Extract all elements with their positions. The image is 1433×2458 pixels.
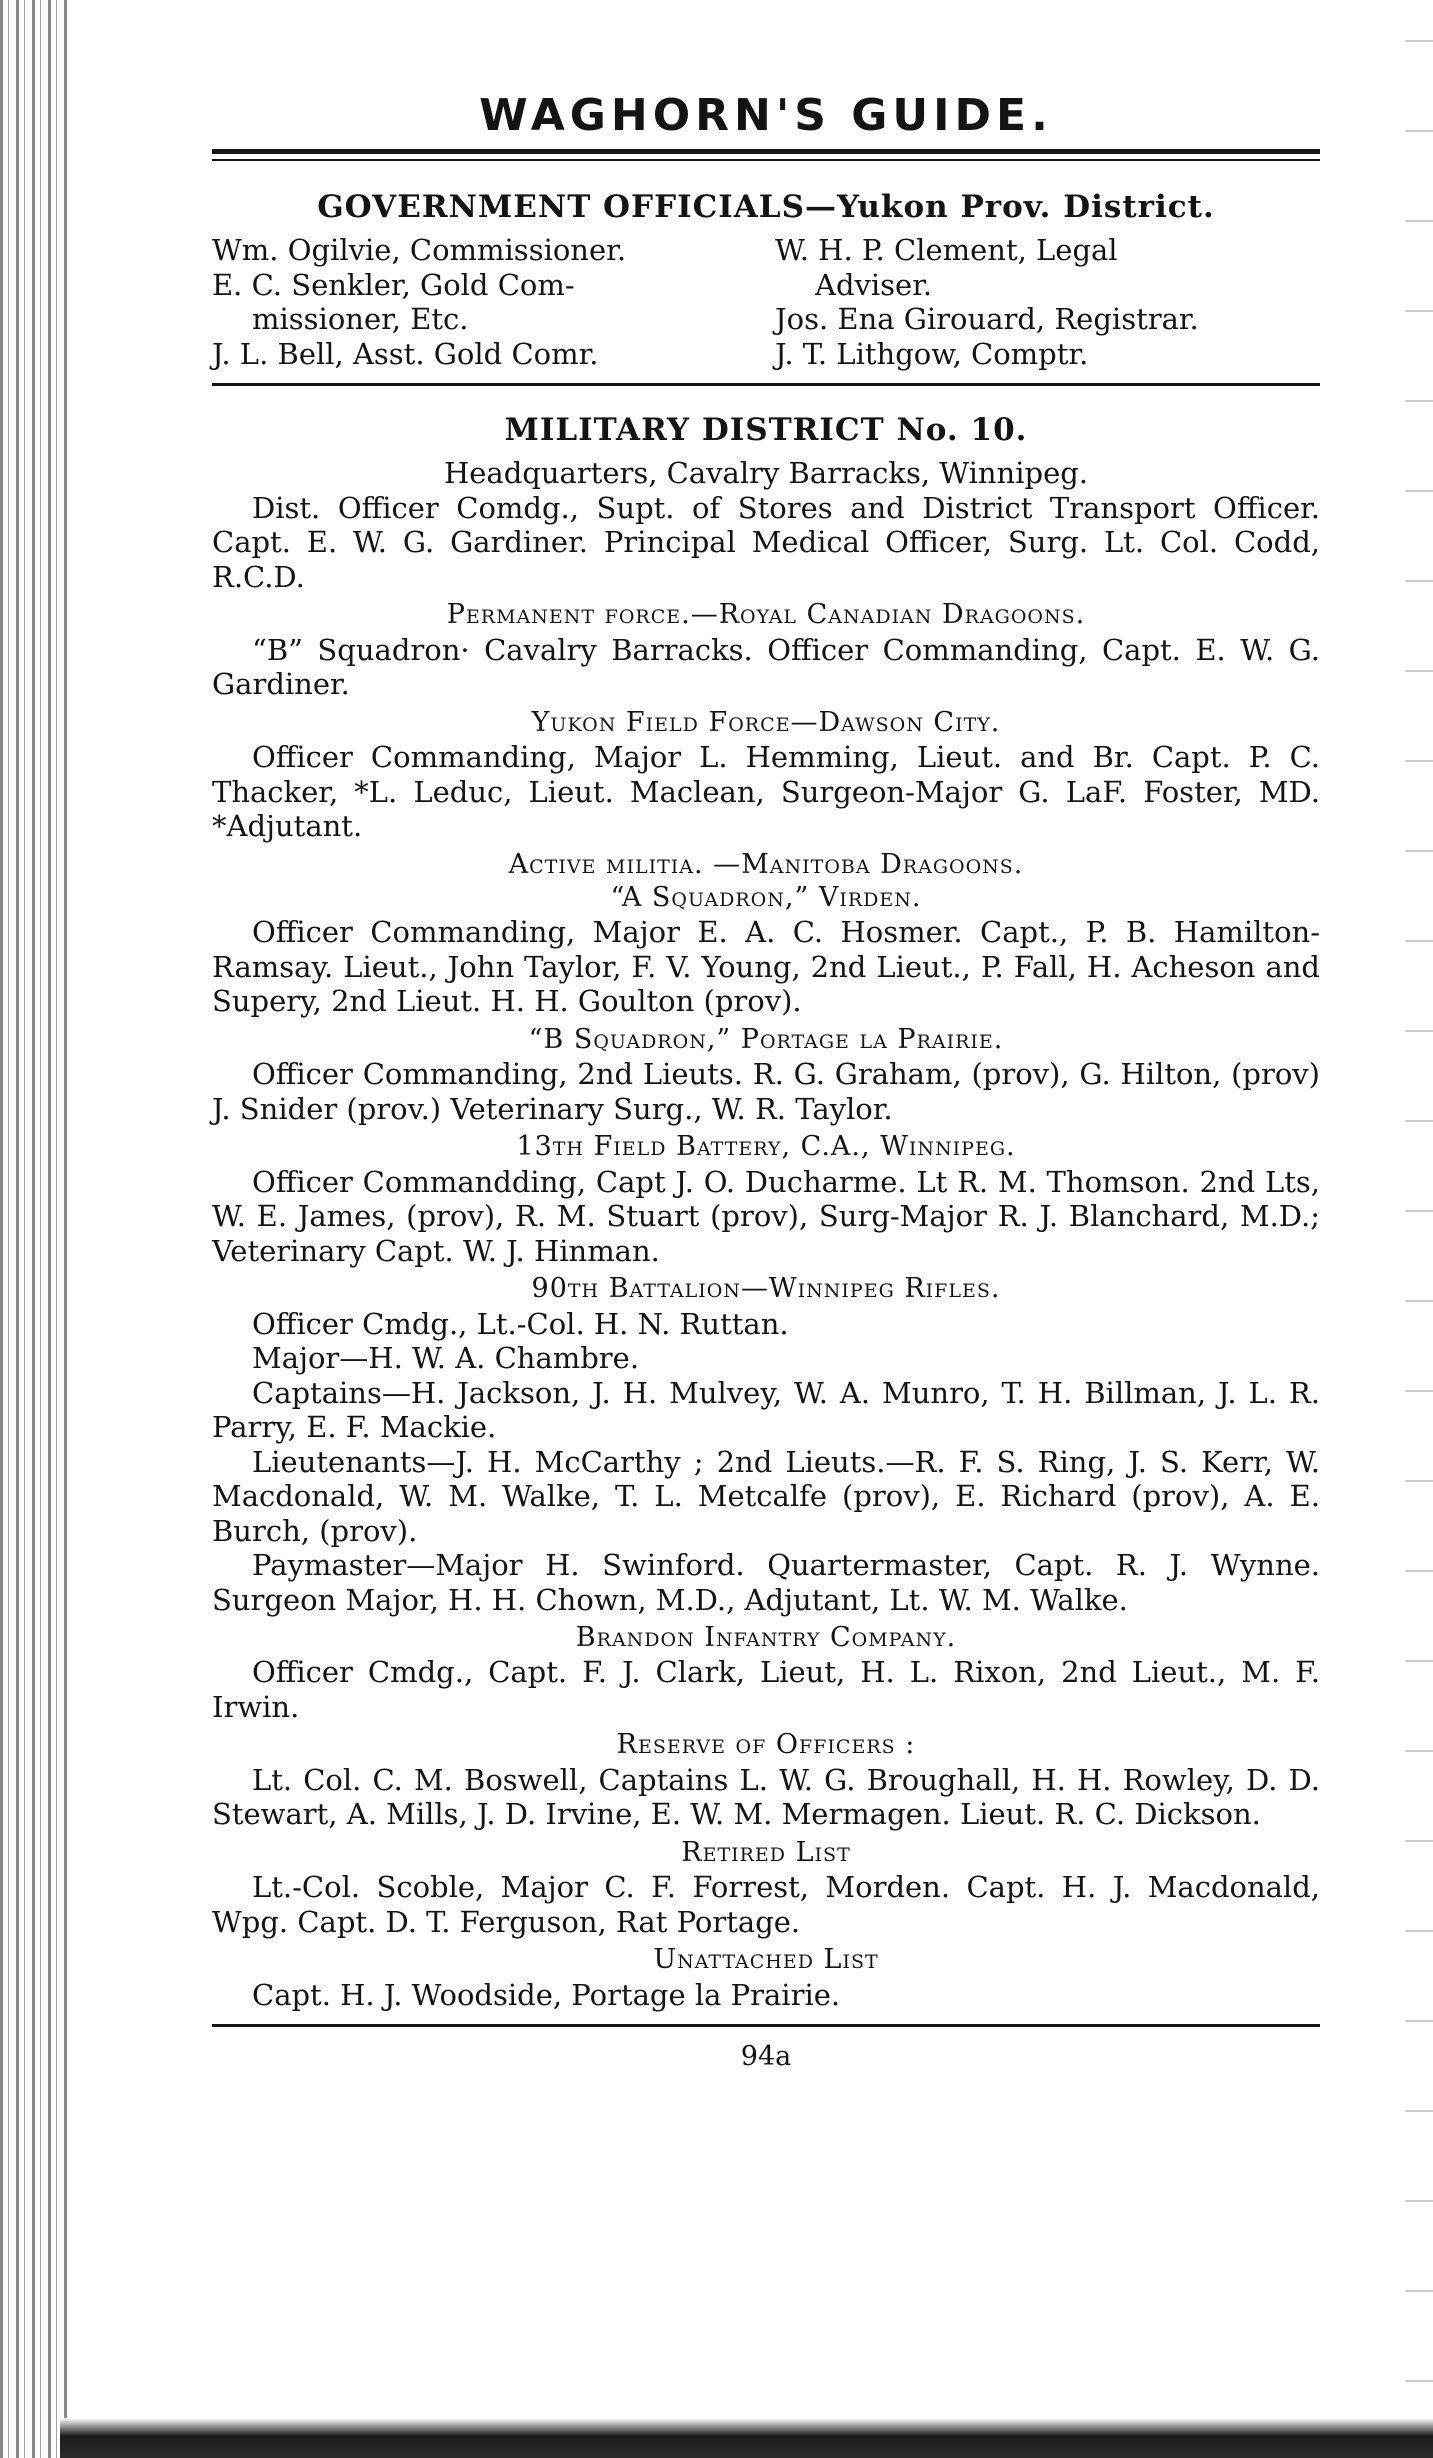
b-squadron-portage-heading: “B Squadron,” Portage la Prairie. [528,1023,1004,1055]
a-squadron: Officer Commanding, Major E. A. C. Hosmer. Capt., P. B. Hamilton-Ramsay. Lieut., John Taylor, F. V. Young, 2nd Lieut., P. Fall, H. Acheson and Supery, 2nd Lieut. H. H. Goulton (prov). [212,915,1320,1019]
unattached-list: Capt. H. J. Woodside, Portage la Prairie. [252,1977,841,2012]
government-title: GOVERNMENT OFFICIALS—Yukon Prov. District. [317,189,1215,225]
brandon-company: Officer Cmdg., Capt. F. J. Clark, Lieut, H. L. Rixon, 2nd Lieut., M. F. Irwin. [212,1655,1320,1724]
yukon-field-force-heading: Yukon Field Force—Dawson City. [531,706,1001,738]
rifles-lieutenants: Lieutenants—J. H. McCarthy ; 2nd Lieuts.—R. F. S. Ring, J. S. Kerr, W. Macdonald, W. M. Walke, T. L. Metcalfe (prov), E. Richard (prov), A. E. Burch, (prov). [212,1444,1320,1548]
field-battery-heading: 13th Field Battery, C.A., Winnipeg. [516,1131,1016,1163]
page-content [212,90,1320,2072]
section-rule [212,383,1320,386]
left-binding-edge [0,0,70,2458]
right-page-edge [1405,0,1433,2458]
official-line: W. H. P. Clement, Legal [775,233,1118,267]
rifles-captains: Captains—H. Jackson, J. H. Mulvey, W. A. Munro, T. H. Billman, J. L. R. Parry, E. F. Mackie. [212,1375,1320,1445]
head-rule-thin [212,159,1320,161]
winnipeg-rifles-heading: 90th Battalion—Winnipeg Rifles. [531,1273,1001,1305]
government-right-column [775,233,1320,371]
official-line: missioner, Etc. [252,302,469,336]
rifles-commanding: Officer Cmdg., Lt.-Col. H. N. Ruttan. [252,1306,789,1341]
active-militia-heading: Active militia. —Manitoba Dragoons. [508,848,1024,880]
official-line: Adviser. [815,267,933,302]
yukon-field-force: Officer Commanding, Major L. Hemming, Lieut. and Br. Capt. P. C. Thacker, *L. Leduc, Lieut. Maclean, Surgeon-Major G. LaF. Foster, MD. *Adjutant. [212,740,1320,844]
unattached-heading: Unattached List [653,1944,879,1976]
field-battery: Officer Commandding, Capt J. O. Ducharme. Lt R. M. Thomson. 2nd Lts, W. E. James, (prov), R. M. Stuart (prov), Surg-Major R. J. Blanchard, M.D.; Veterinary Capt. W. J. Hinman. [212,1164,1320,1268]
official-line: J. L. Bell, Asst. Gold Comr. [212,336,599,371]
footer-rule [212,2024,1320,2027]
retired-list: Lt.-Col. Scoble, Major C. F. Forrest, Morden. Capt. H. J. Macdonald, Wpg. Capt. D. T. Ferguson, Rat Portage. [212,1870,1320,1939]
official-line: E. C. Senkler, Gold Com- [212,267,575,302]
rifles-major: Major—H. W. A. Chambre. [252,1341,640,1376]
b-squadron-portage: Officer Commanding, 2nd Lieuts. R. G. Graham, (prov), G. Hilton, (prov) J. Snider (prov.) Veterinary Surg., W. R. Taylor. [212,1057,1320,1126]
official-line: Wm. Ogilvie, Commissioner. [212,233,627,267]
page-number: 94a [740,2041,792,2073]
reserve-heading: Reserve of Officers : [616,1729,916,1761]
government-officials [212,233,1320,371]
brandon-company-heading: Brandon Infantry Company. [575,1622,957,1654]
official-line: Jos. Ena Girouard, Registrar. [775,302,1199,336]
headquarters: Headquarters, Cavalry Barracks, Winnipeg. [443,456,1089,490]
bottom-binding-edge [60,2418,1433,2458]
permanent-force-heading: Permanent force.—Royal Canadian Dragoons. [446,599,1086,631]
military-title: MILITARY DISTRICT No. 10. [504,412,1028,448]
head-rule [212,149,1320,154]
official-line: J. T. Lithgow, Comptr. [775,336,1089,371]
a-squadron-heading: “A Squadron,” Virden. [610,881,922,913]
b-squadron-barracks: “B” Squadron· Cavalry Barracks. Officer Commanding, Capt. E. W. G. Gardiner. [212,632,1320,702]
running-head: WAGHORN'S GUIDE. [479,90,1053,141]
reserve-officers: Lt. Col. C. M. Boswell, Captains L. W. G. Broughall, H. H. Rowley, D. D. Stewart, A. Mills, J. D. Irvine, E. W. M. Mermagen. Lieut. R. C. Dickson. [212,1762,1320,1832]
district-officers: Dist. Officer Comdg., Supt. of Stores and District Transport Officer. Capt. E. W. G. Gardiner. Principal Medical Officer, Surg. Lt. Col. Codd, R.C.D. [212,490,1320,594]
rifles-paymaster: Paymaster—Major H. Swinford. Quartermaster, Capt. R. J. Wynne. Surgeon Major, H. H. Chown, M.D., Adjutant, Lt. W. M. Walke. [212,1548,1320,1617]
retired-heading: Retired List [681,1836,851,1868]
government-left-column [212,233,747,371]
